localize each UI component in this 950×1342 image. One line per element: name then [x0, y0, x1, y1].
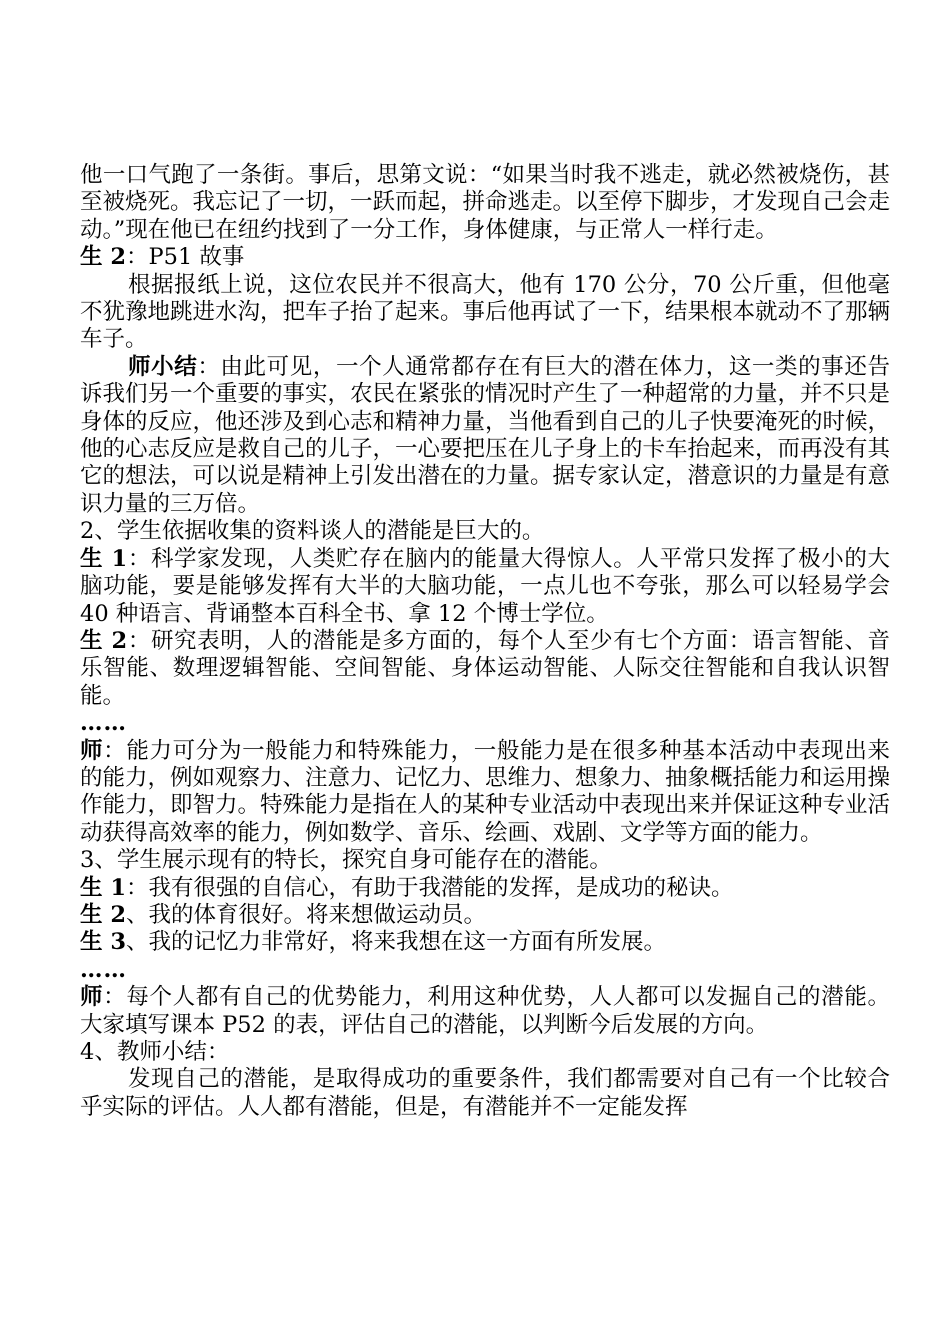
paragraph-text: ：每个人都有自己的优势能力，利用这种优势，人人都可以发掘自己的潜能。大家填写课本 P52 的表，评估自己的潜能，以判断今后发展的方向。	[80, 984, 890, 1038]
paragraph-text: ：P51 故事	[126, 244, 245, 271]
paragraph-student3-memory	[80, 929, 890, 956]
ellipsis-line	[80, 957, 890, 984]
section-heading-2	[80, 518, 890, 545]
paragraph-text: ：科学家发现，人类贮存在脑内的能量大得惊人。人平常只发挥了极小的大脑功能，要是能够发挥有大半的大脑功能，一点儿也不夸张，那么可以轻易学会 40 种语言、背诵整本百科全书、拿 12 个博士学位。	[80, 545, 890, 627]
paragraph-text: 他一口气跑了一条街。事后，思第文说：“如果当时我不逃走，就必然被烧伤，甚至被烧死。我忘记了一切，一跃而起，拼命逃走。以至停下脚步，才发现自己会走动。”现在他已在纽约找到了一分工作，身体健康，与正常人一样行走。	[80, 162, 891, 243]
paragraph-story-end	[80, 162, 890, 244]
paragraph-student2-story	[80, 244, 890, 271]
speaker-label: 生 1	[80, 874, 126, 901]
speaker-label: 师	[80, 984, 104, 1011]
speaker-label: 生 1	[80, 545, 128, 572]
section-heading-3	[80, 847, 890, 874]
paragraph-text: 、我的体育很好。将来想做运动员。	[126, 901, 487, 928]
speaker-label: 生 2	[80, 901, 126, 928]
speaker-label: 师小结	[128, 353, 198, 380]
speaker-label: 生 2	[80, 627, 128, 654]
paragraph-student1-science	[80, 546, 890, 628]
paragraph-text: 4、教师小结：	[80, 1039, 230, 1065]
paragraph-text: 3、学生展示现有的特长，探究自身可能存在的潜能。	[80, 847, 612, 874]
ellipsis-line	[80, 710, 890, 737]
paragraph-teacher-ability	[80, 738, 890, 848]
paragraph-text: 2、学生依据收集的资料谈人的潜能是巨大的。	[80, 518, 545, 545]
paragraph-text: ：研究表明，人的潜能是多方面的，每个人至少有七个方面：语言智能、音乐智能、数理逻辑智能、空间智能、身体运动智能、人际交往智能和自我认识智能。	[80, 627, 890, 709]
paragraph-text: ：我有很强的自信心，有助于我潜能的发挥，是成功的秘诀。	[126, 874, 734, 901]
speaker-label: 师	[80, 737, 104, 764]
paragraph-text: ：能力可分为一般能力和特殊能力，一般能力是在很多种基本活动中表现出来的能力，例如观察力、注意力、记忆力、思维力、想象力、抽象概括能力和运用操作能力，即智力。特殊能力是指在人的某种专业活动中表现出来并保证这种专业活动获得高效率的能力，例如数学、音乐、绘画、戏剧、文学等方面的能力。	[80, 737, 891, 846]
paragraph-teacher-conclusion	[80, 1066, 890, 1121]
paragraph-student2-research	[80, 628, 890, 710]
paragraph-student2-sports	[80, 902, 890, 929]
paragraph-text: ……	[80, 710, 127, 737]
paragraph-text: 根据报纸上说，这位农民并不很高大，他有 170 公分，70 公斤重，但他毫不犹豫地跳进水沟，把车子抬了起来。事后他再试了一下，结果根本就动不了那辆车子。	[80, 271, 891, 353]
speaker-label: 生 2	[80, 244, 126, 271]
paragraph-teacher-summary	[80, 354, 890, 518]
paragraph-text: ……	[80, 956, 127, 983]
paragraph-text: ：由此可见，一个人通常都存在有巨大的潜在体力，这一类的事还告诉我们另一个重要的事实，农民在紧张的情况时产生了一种超常的力量，并不只是身体的反应，他还涉及到心志和精神力量，当他看到自己的儿子快要淹死的时候，他的心志反应是救自己的儿子，一心要把压在儿子身上的卡车抬起来，而再没有其它的想法，可以说是精神上引发出潜在的力量。据专家认定，潜意识的力量是有意识力量的三万倍。	[80, 353, 891, 517]
paragraph-student1-confidence	[80, 875, 890, 902]
section-heading-4	[80, 1039, 890, 1066]
paragraph-text: 、我的记忆力非常好，将来我想在这一方面有所发展。	[126, 929, 667, 956]
paragraph-text: 发现自己的潜能，是取得成功的重要条件，我们都需要对自己有一个比较合乎实际的评估。人人都有潜能，但是，有潜能并不一定能发挥	[80, 1066, 890, 1120]
paragraph-farmer-story	[80, 272, 890, 354]
paragraph-teacher-advantage	[80, 984, 890, 1039]
speaker-label: 生 3	[80, 929, 126, 956]
